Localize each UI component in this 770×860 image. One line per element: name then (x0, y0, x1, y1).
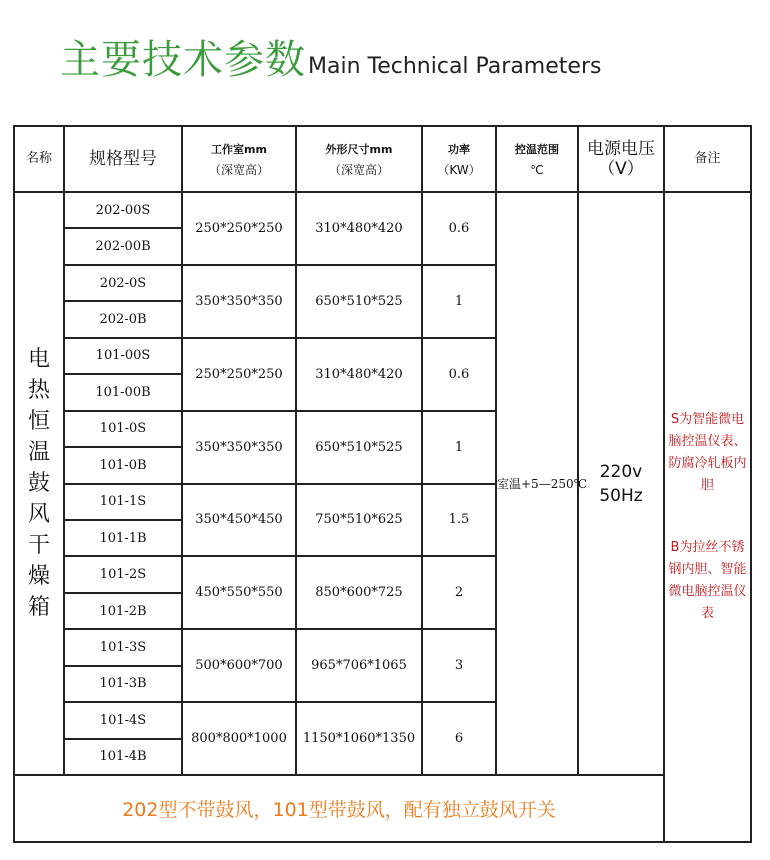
header-model: 规格型号 (64, 126, 182, 192)
product-name-cell: 电 热 恒 温 鼓 风 干 燥 箱 (14, 192, 64, 775)
power-cell: 3 (422, 629, 496, 702)
power-cell: 0.6 (422, 192, 496, 265)
footer-row (14, 775, 751, 842)
outer-cell: 850*600*725 (296, 556, 422, 629)
model-cell: 101-00B (64, 374, 182, 410)
chamber-cell: 250*250*250 (182, 192, 296, 265)
chamber-cell: 350*450*450 (182, 484, 296, 557)
power-cell: 6 (422, 702, 496, 775)
chamber-cell: 350*350*350 (182, 411, 296, 484)
title-english: Main Technical Parameters (308, 54, 602, 79)
header-power: 功率 （KW） (422, 126, 496, 192)
header-name: 名称 (14, 126, 64, 192)
power-cell: 1.5 (422, 484, 496, 557)
title-chinese: 主要技术参数 (60, 37, 306, 83)
page-title (60, 28, 601, 85)
outer-cell: 965*706*1065 (296, 629, 422, 702)
chamber-cell: 800*800*1000 (182, 702, 296, 775)
chamber-cell: 250*250*250 (182, 338, 296, 411)
model-cell: 101-4S (64, 702, 182, 738)
header-note: 备注 (664, 126, 751, 192)
outer-cell: 310*480*420 (296, 192, 422, 265)
chamber-cell: 450*550*550 (182, 556, 296, 629)
table-row (14, 192, 751, 228)
chamber-cell: 350*350*350 (182, 265, 296, 338)
model-cell: 101-1S (64, 484, 182, 520)
model-cell: 101-2S (64, 556, 182, 592)
model-cell: 202-0S (64, 265, 182, 301)
note-cell: S为智能微电脑控温仪表、防腐冷轧板内胆 B为拉丝不锈钢内胆、智能微电脑控温仪表 (664, 192, 751, 842)
power-cell: 2 (422, 556, 496, 629)
outer-cell: 750*510*625 (296, 484, 422, 557)
header-chamber: 工作室mm （深宽高） (182, 126, 296, 192)
model-cell: 101-0S (64, 411, 182, 447)
model-cell: 101-4B (64, 739, 182, 775)
model-cell: 101-3B (64, 666, 182, 702)
model-cell: 101-3S (64, 629, 182, 665)
header-voltage: 电源电压 （V） (578, 126, 664, 192)
footer-note: 202型不带鼓风，101型带鼓风，配有独立鼓风开关 (14, 775, 664, 842)
outer-cell: 1150*1060*1350 (296, 702, 422, 775)
model-cell: 101-1B (64, 520, 182, 556)
model-cell: 202-0B (64, 301, 182, 337)
model-cell: 101-0B (64, 447, 182, 483)
header-outer: 外形尺寸mm （深宽高） (296, 126, 422, 192)
power-cell: 1 (422, 265, 496, 338)
power-cell: 1 (422, 411, 496, 484)
outer-cell: 650*510*525 (296, 411, 422, 484)
spec-table (13, 125, 752, 843)
voltage-cell: 220v 50Hz (578, 192, 664, 775)
header-row (14, 126, 751, 192)
temp-range-cell: 室温+5—250℃ (496, 192, 578, 775)
model-cell: 101-2B (64, 593, 182, 629)
chamber-cell: 500*600*700 (182, 629, 296, 702)
model-cell: 101-00S (64, 338, 182, 374)
outer-cell: 310*480*420 (296, 338, 422, 411)
outer-cell: 650*510*525 (296, 265, 422, 338)
model-cell: 202-00B (64, 228, 182, 264)
power-cell: 0.6 (422, 338, 496, 411)
model-cell: 202-00S (64, 192, 182, 228)
header-temp-range: 控温范围 ℃ (496, 126, 578, 192)
